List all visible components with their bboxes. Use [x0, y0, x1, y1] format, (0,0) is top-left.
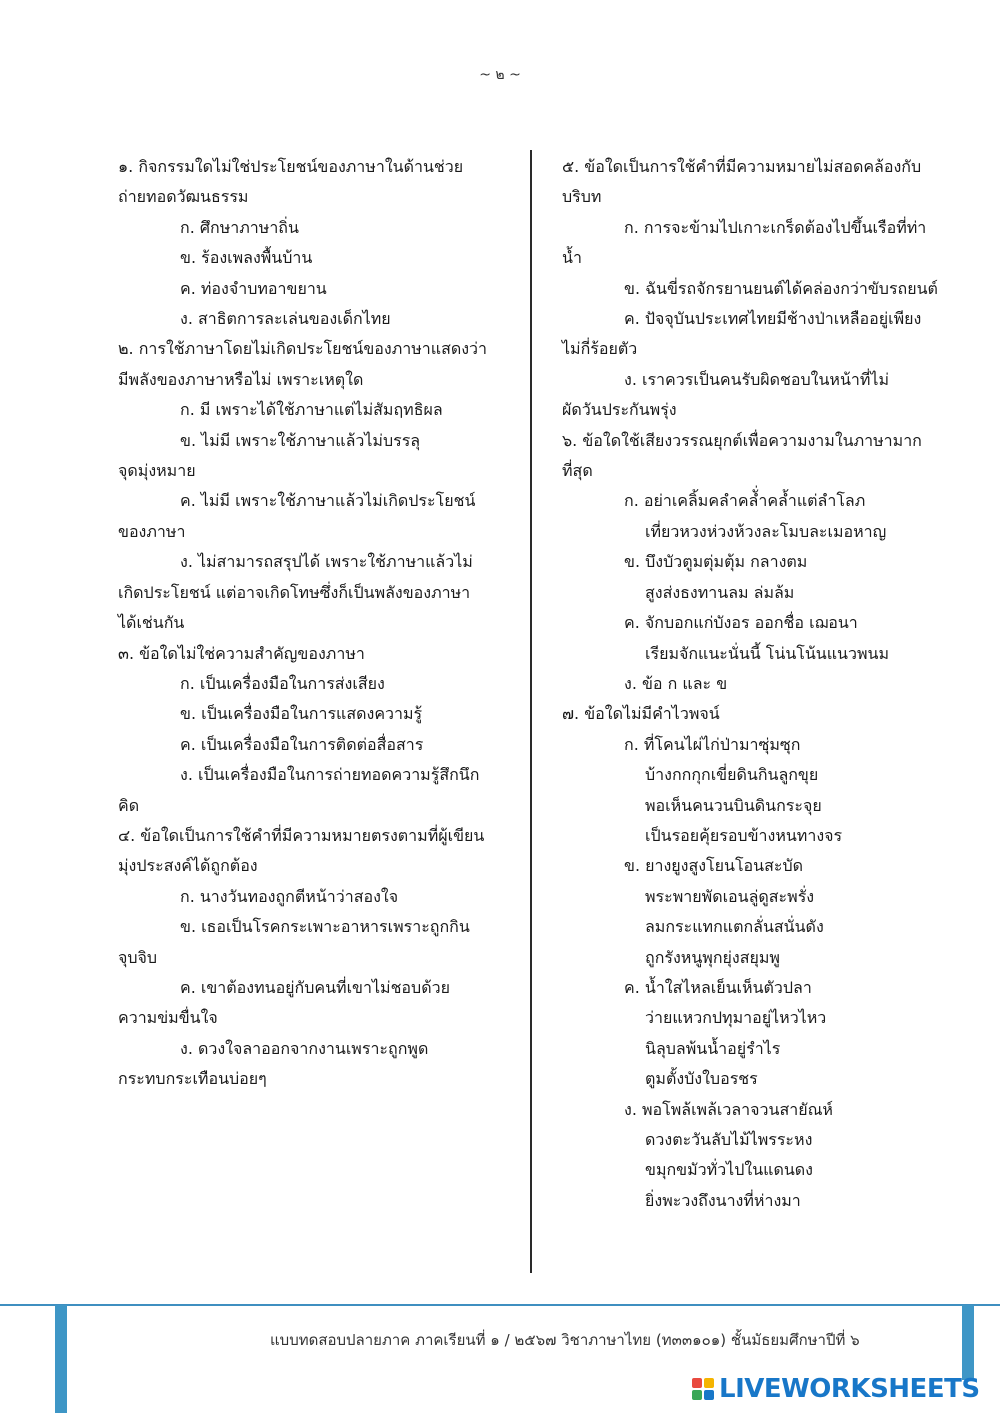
choice[interactable]: ก. เป็นเครื่องมือในการส่งเสียง — [180, 673, 385, 693]
choice-cont: ผัดวันประกันพรุ่ง — [562, 400, 677, 420]
question-2: ๒. การใช้ภาษาโดยไม่เกิดประโยชน์ของภาษาแสดงว่า — [118, 339, 487, 359]
choice[interactable]: ง. ดวงใจลาออกจากงานเพราะถูกพูด — [180, 1038, 429, 1058]
verse-line: เที่ยวหวงห่วงห้วงละโมบละเมอหาญ — [645, 521, 887, 541]
choice[interactable]: ค. น้ำใสไหลเย็นเห็นตัวปลา — [624, 977, 812, 997]
choice[interactable]: ง. ข้อ ก และ ข — [624, 673, 728, 693]
question-1-cont: ถ่ายทอดวัฒนธรรม — [118, 187, 249, 207]
choice[interactable]: ข. ฉันขี่รถจักรยานยนต์ได้คล่องกว่าขับรถยนต์ — [624, 278, 938, 298]
footer-rule — [0, 1304, 1000, 1306]
page-number: ~ ๒ ~ — [479, 67, 521, 83]
question-3: ๓. ข้อใดไม่ใช่ความสำคัญของภาษา — [118, 643, 365, 663]
liveworksheets-logo — [692, 1374, 980, 1404]
choice-cont: ไม่กี่ร้อยตัว — [562, 339, 638, 359]
choice[interactable]: ง. ไม่สามารถสรุปได้ เพราะใช้ภาษาแล้วไม่ — [180, 552, 473, 572]
verse-line: สูงส่งธงทานลม ล่มล้ม — [645, 582, 795, 602]
column-divider — [530, 150, 532, 1273]
choice[interactable]: ก. มี เพราะได้ใช้ภาษาแต่ไม่สัมฤทธิผล — [180, 400, 443, 420]
choice[interactable]: ก. ศึกษาภาษาถิ่น — [180, 217, 299, 237]
choice[interactable]: ค. ปัจจุบันประเทศไทยมีช้างป่าเหลืออยู่เพียง — [624, 309, 922, 329]
choice-cont: กระทบกระเทือนบ่อยๆ — [118, 1069, 267, 1089]
choice-cont: เกิดประโยชน์ แต่อาจเกิดโทษซึ่งก็เป็นพลังของภาษา — [118, 582, 471, 602]
choice[interactable]: ข. ยางยูงสูงโยนโอนสะบัด — [624, 856, 803, 876]
verse-line: ยิ่งพะวงถึงนางที่ห่างมา — [645, 1190, 801, 1210]
question-5: ๕. ข้อใดเป็นการใช้คำที่มีความหมายไม่สอดคล้องกับ — [562, 157, 922, 176]
choice-cont: คิด — [118, 795, 140, 815]
brand-name: LIVEWORKSHEETS — [719, 1374, 980, 1404]
verse-line: นิลุบลพ้นน้ำอยู่รำไร — [645, 1038, 781, 1058]
verse-line: บ้างกกกุกเขี่ยดินกินลูกขุย — [645, 765, 819, 785]
choice-cont: น้ำ — [562, 248, 582, 268]
choice[interactable]: ค. ไม่มี เพราะใช้ภาษาแล้วไม่เกิดประโยชน์ — [180, 491, 476, 511]
choice[interactable]: ข. เป็นเครื่องมือในการแสดงความรู้ — [180, 704, 423, 724]
choice[interactable]: ง. สาธิตการละเล่นของเด็กไทย — [180, 309, 391, 329]
choice-cont: ของภาษา — [118, 521, 186, 541]
footer-text: แบบทดสอบปลายภาค ภาคเรียนที่ ๑ / ๒๕๖๗ วิชาภาษาไทย (ท๓๓๑๐๑) ชั้นมัธยมศึกษาปีที่ ๖ — [270, 1331, 860, 1349]
left-column — [118, 152, 510, 1095]
choice-cont: ความข่มขื่นใจ — [118, 1008, 218, 1028]
choice-cont: ได้เช่นกัน — [118, 613, 185, 633]
verse-line: ว่ายแหวกปทุมาอยู่ไหวไหว — [645, 1008, 827, 1028]
choice[interactable]: ก. ที่โคนไผ่ไก่ป่ามาซุ่มซุก — [624, 734, 801, 754]
choice[interactable]: ค. ท่องจำบทอาขยาน — [180, 278, 327, 298]
choice[interactable]: ข. บึงบัวตูมตุ่มตุ้ม กลางตม — [624, 552, 808, 572]
choice[interactable]: ก. นางวันทองถูกตีหน้าว่าสองใจ — [180, 886, 399, 906]
question-7: ๗. ข้อใดไม่มีคำไวพจน์ — [562, 704, 720, 724]
choice[interactable]: ง. พอโพล้เพล้เวลาจวนสายัณห์ — [624, 1099, 833, 1119]
choice[interactable]: ค. จักบอกแก่บังอร ออกชื่อ เฌอนา — [624, 613, 858, 633]
choice[interactable]: ง. เราควรเป็นคนรับผิดชอบในหน้าที่ไม่ — [624, 369, 890, 389]
liveworksheets-icon — [692, 1378, 714, 1400]
choice[interactable]: ง. เป็นเครื่องมือในการถ่ายทอดความรู้สึกนึก — [180, 765, 480, 785]
choice[interactable]: ค. เป็นเครื่องมือในการติดต่อสื่อสาร — [180, 734, 424, 754]
verse-line: เป็นรอยคุ้ยรอบข้างหนทางจร — [645, 825, 843, 845]
right-column — [562, 152, 947, 1216]
choice[interactable]: ข. เธอเป็นโรคกระเพาะอาหารเพราะถูกกิน — [180, 917, 470, 937]
verse-line: ถูกรังหนูพุกยุ่งสยุมพู — [645, 947, 780, 967]
verse-line: พอเห็นคนวนบินดินกระจุย — [645, 795, 822, 815]
choice[interactable]: ข. ร้องเพลงพื้นบ้าน — [180, 248, 313, 268]
choice-cont: จุบจิบ — [118, 947, 158, 967]
choice-cont: จุดมุ่งหมาย — [118, 461, 196, 481]
question-4: ๔. ข้อใดเป็นการใช้คำที่มีความหมายตรงตามที่ผู้เขียน — [118, 825, 485, 845]
verse-line: ตูมตั้งบังใบอรชร — [645, 1069, 758, 1089]
question-4-cont: มุ่งประสงค์ได้ถูกต้อง — [118, 856, 258, 876]
question-6-cont: ที่สุด — [562, 461, 593, 481]
choice[interactable]: ก. การจะข้ามไปเกาะเกร็ดต้องไปขึ้นเรือที่ท่า — [624, 217, 927, 237]
verse-line: ดวงตะวันลับไม้ไพรระหง — [645, 1130, 813, 1149]
choice[interactable]: ข. ไม่มี เพราะใช้ภาษาแล้วไม่บรรลุ — [180, 430, 421, 450]
choice[interactable]: ค. เขาต้องทนอยู่กับคนที่เขาไม่ชอบด้วย — [180, 977, 450, 997]
verse-line: ลมกระแทกแตกลั่นสนั่นดัง — [645, 917, 824, 937]
choice[interactable]: ก. อย่าเคลิ้มคลำคลั่ำคล้ำแต่ลำโลภ — [624, 491, 866, 511]
question-2-cont: มีพลังของภาษาหรือไม่ เพราะเหตุใด — [118, 369, 364, 389]
verse-line: พระพายพัดเอนลู่ดูสะพรั่ง — [645, 886, 815, 906]
question-1: ๑. กิจกรรมใดไม่ใช่ประโยชน์ของภาษาในด้านช่วย — [118, 157, 464, 176]
verse-line: เรียมจักแนะนั่นนี้ โน่นโน้นแนวพนม — [645, 643, 889, 663]
question-6: ๖. ข้อใดใช้เสียงวรรณยุกต์เพื่อความงามในภาษามาก — [562, 430, 922, 450]
footer-accent-bar-right — [962, 1305, 974, 1380]
question-5-cont: บริบท — [562, 187, 602, 207]
verse-line: ขมุกขมัวทั่วไปในแดนดง — [645, 1160, 813, 1180]
footer-accent-bar-left — [55, 1305, 67, 1413]
